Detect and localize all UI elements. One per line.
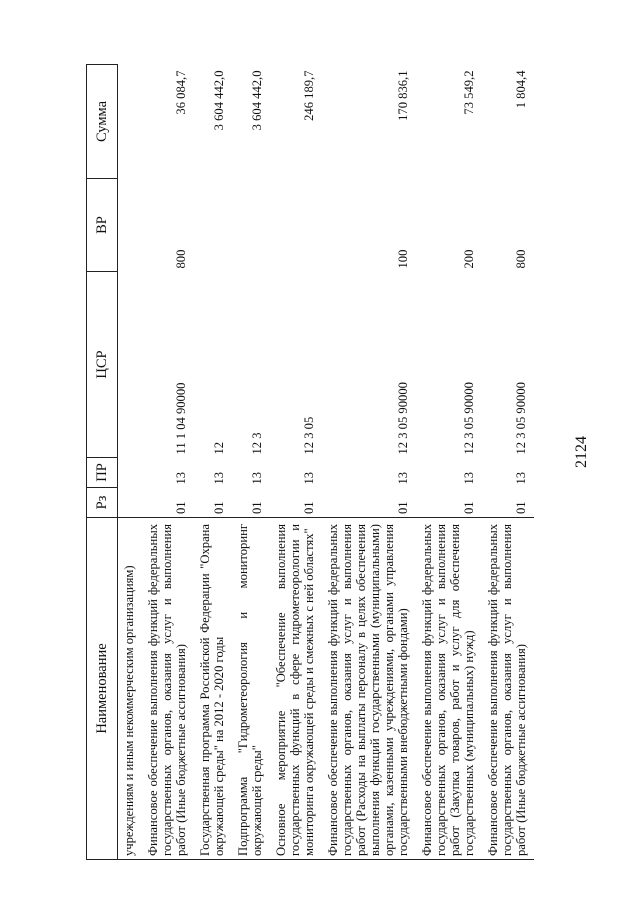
row-rz: 01 xyxy=(174,501,188,514)
row-csr: 12 3 05 90000 xyxy=(514,382,528,455)
rotated-table-container xyxy=(86,65,626,860)
table-row xyxy=(194,65,232,860)
table-row xyxy=(416,65,482,860)
row-vr xyxy=(194,179,232,272)
row-sum: 3 604 442,0 xyxy=(212,70,226,131)
row-csr: 12 xyxy=(212,441,226,455)
row-csr: 12 3 xyxy=(250,432,264,455)
row-rz: 01 xyxy=(212,501,226,514)
header-sum: Сумма xyxy=(87,65,118,179)
row-csr xyxy=(118,272,143,458)
row-vr xyxy=(270,179,322,272)
row-sum: 73 549,2 xyxy=(462,70,476,115)
row-vr xyxy=(232,179,270,272)
row-csr: 11 1 04 90000 xyxy=(174,382,188,455)
row-pr: 13 xyxy=(212,471,226,485)
row-pr: 13 xyxy=(396,471,410,485)
row-csr: 12 3 05 90000 xyxy=(396,382,410,455)
header-pr: ПР xyxy=(87,458,118,488)
row-name: Финансовое обеспечение выполнения функций федеральных государственных органов, оказания услуг и выполнения работ (Иные бюджетные ассигнования) xyxy=(482,518,534,860)
row-vr: 100 xyxy=(396,249,410,269)
table-row xyxy=(270,65,322,860)
header-rz: Рз xyxy=(87,488,118,518)
row-vr: 800 xyxy=(514,249,528,269)
row-pr: 13 xyxy=(250,471,264,485)
header-csr: ЦСР xyxy=(87,272,118,458)
row-pr: 13 xyxy=(174,471,188,485)
row-vr: 200 xyxy=(462,249,476,269)
page-number: 2124 xyxy=(573,436,590,468)
table-row xyxy=(322,65,416,860)
row-rz: 01 xyxy=(462,501,476,514)
row-sum xyxy=(118,65,143,179)
table-row xyxy=(482,65,534,860)
row-sum: 170 836,1 xyxy=(396,70,410,121)
row-pr: 13 xyxy=(462,471,476,485)
table-row xyxy=(118,65,143,860)
row-rz: 01 xyxy=(396,501,410,514)
row-csr: 12 3 05 xyxy=(302,416,316,455)
table-row xyxy=(142,65,194,860)
row-rz: 01 xyxy=(302,501,316,514)
row-name: Государственная программа Российской Федерации "Охрана окружающей среды" на 2012 - 2020 годы xyxy=(194,518,232,860)
row-rz xyxy=(118,488,143,518)
row-name: Финансовое обеспечение выполнения функций федеральных государственных органов, оказания услуг и выполнения работ (Закупка товаров, работ и услуг для обеспечения государственных (муниципальных) нужд) xyxy=(416,518,482,860)
row-pr: 13 xyxy=(514,471,528,485)
row-rz: 01 xyxy=(250,501,264,514)
row-rz: 01 xyxy=(514,501,528,514)
row-name: Основное мероприятие "Обеспечение выполнения государственных функций в сфере гидрометеорологии и мониторинга окружающей среды и смежных с ней областях" xyxy=(270,518,322,860)
table-row xyxy=(232,65,270,860)
row-name: Финансовое обеспечение выполнения функций федеральных государственных органов, оказания услуг и выполнения работ (Расходы на выплаты персоналу в целях обеспечения выполнения функций государственными (муниципальными) органами, казенными учреждениями, органами управления государственными внебюджетными фондами) xyxy=(322,518,416,860)
row-vr xyxy=(118,179,143,272)
table-header-row xyxy=(87,65,118,860)
row-vr: 800 xyxy=(174,249,188,269)
row-name: Подпрограмма "Гидрометеорология и мониторинг окружающей среды" xyxy=(232,518,270,860)
row-name: Финансовое обеспечение выполнения функций федеральных государственных органов, оказания услуг и выполнения работ (Иные бюджетные ассигнования) xyxy=(142,518,194,860)
row-pr: 13 xyxy=(302,471,316,485)
row-sum: 36 084,7 xyxy=(174,70,188,115)
header-vr: ВР xyxy=(87,179,118,272)
row-pr xyxy=(118,458,143,488)
row-sum: 3 604 442,0 xyxy=(250,70,264,131)
budget-table xyxy=(86,64,534,860)
row-csr: 12 3 05 90000 xyxy=(462,382,476,455)
header-name: Наименование xyxy=(87,518,118,860)
row-sum: 246 189,7 xyxy=(302,70,316,121)
row-sum: 1 804,4 xyxy=(514,70,528,109)
row-name: учреждениям и иным некоммерческим организациям) xyxy=(118,518,143,860)
